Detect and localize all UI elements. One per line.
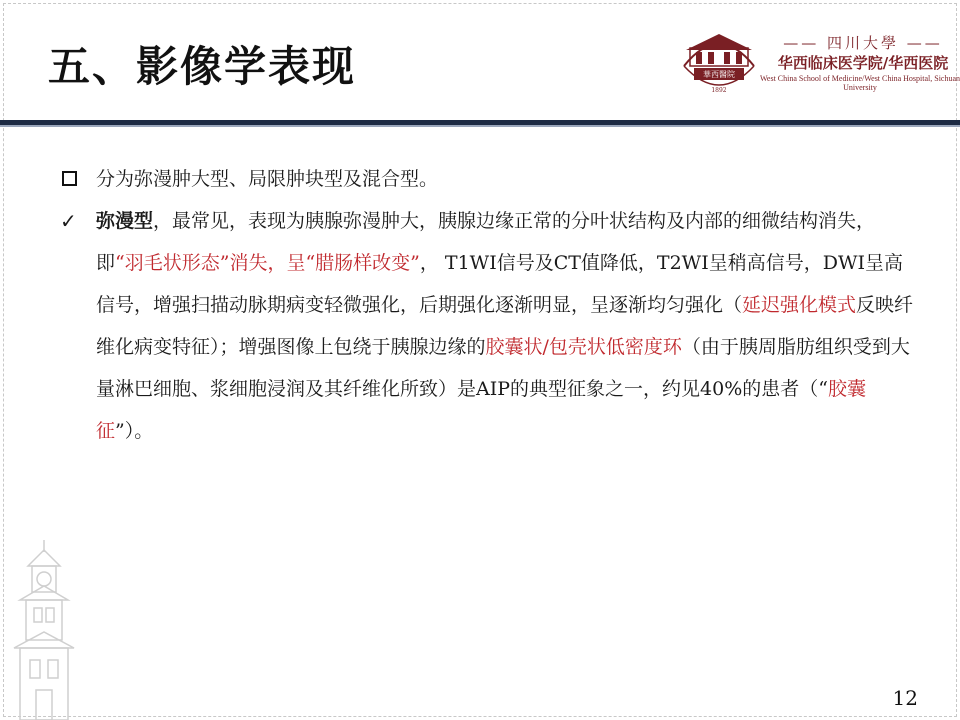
bullet-item bbox=[56, 158, 916, 200]
square-bullet-icon bbox=[62, 171, 77, 186]
svg-text:華西醫院: 華西醫院 bbox=[703, 70, 735, 79]
checkmark-icon: ✓ bbox=[60, 209, 77, 233]
highlight-capsule-ring: 胶囊状/包壳状低密度环 bbox=[485, 336, 682, 358]
highlight-capsule-sign: 胶囊征 bbox=[96, 378, 866, 442]
bullet-text: 分为弥漫肿大型、局限肿块型及混合型。 bbox=[96, 168, 439, 190]
paragraph-diffuse-type: 弥漫型，最常见，表现为胰腺弥漫肿大，胰腺边缘正常的分叶状结构及内部的细微结构消失，即“羽毛状形态”消失，呈“腊肠样改变”， T1WI信号及CT值降低，T2WI呈稍高信号，DWI呈高信号，增强扫描动脉期病变轻微强化，后期强化逐渐明显，呈逐渐均匀强化（延迟强化模式反映纤维化病变特征）；增强图像上包绕于胰腺边缘的胶囊状/包壳状低密度环（由于胰周脂肪组织受到大量淋巴细胞、浆细胞浸润及其纤维化所致）是AIP的典型征象之一，约见40%的患者（“胶囊征”）。 bbox=[96, 210, 914, 442]
check-item bbox=[56, 200, 916, 452]
page-number: 12 bbox=[892, 686, 918, 710]
header-divider-thin bbox=[0, 125, 960, 127]
west-china-hospital-logo bbox=[676, 26, 762, 98]
svg-text:1892: 1892 bbox=[711, 87, 727, 94]
clock-tower-watermark bbox=[8, 536, 80, 720]
university-name: —— 四川大學 —— bbox=[783, 34, 943, 52]
slide-content bbox=[56, 158, 916, 452]
school-name-en: West China School of Medicine/West China Hospital, Sichuan University bbox=[760, 74, 960, 92]
highlight-sausage-sign: “羽毛状形态”消失，呈“腊肠样改变” bbox=[115, 252, 420, 274]
term-diffuse-type: 弥漫型 bbox=[96, 210, 154, 232]
highlight-delayed-enhancement: 延迟强化模式 bbox=[742, 294, 857, 316]
slide-title: 五、影像学表现 bbox=[48, 42, 357, 91]
school-name-cn: 华西临床医学院/华西医院 bbox=[777, 54, 949, 72]
